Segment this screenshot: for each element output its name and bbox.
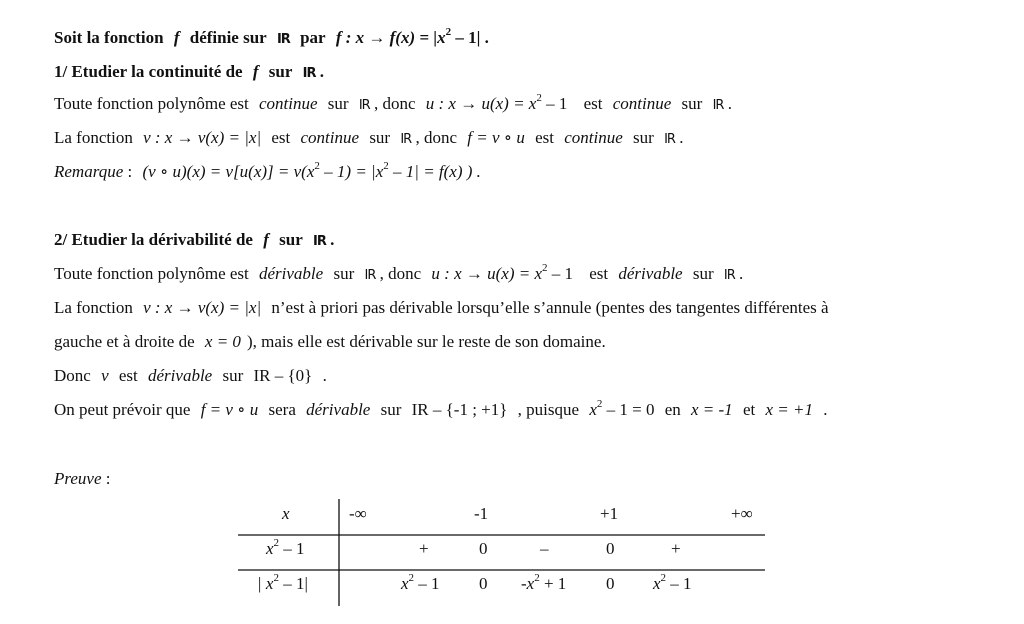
row1-sign-2: –	[540, 539, 549, 558]
remark-label: Remarque	[54, 162, 124, 181]
x-equals-zero: x = 0	[204, 332, 241, 351]
term-derivable: dérivable	[259, 264, 324, 283]
heading-text-2: sur	[279, 230, 303, 249]
row2-zero-1: 0	[479, 574, 488, 593]
row1-zero-1: 0	[479, 539, 488, 558]
domain-set: IR – {0}	[253, 366, 313, 385]
text: sera	[268, 400, 296, 419]
intro-text: Soit la fonction	[54, 28, 164, 47]
reals-symbol: IR	[364, 268, 376, 283]
term-continue: continue	[564, 128, 623, 147]
text: sur	[692, 264, 714, 283]
reals-symbol: IR	[302, 66, 316, 81]
proof-word: Preuve	[54, 469, 102, 488]
var: -x	[521, 574, 535, 593]
header-plus-infinity: +∞	[731, 504, 753, 523]
text: sur	[681, 94, 703, 113]
term-derivable: dérivable	[306, 400, 371, 419]
text: est	[118, 366, 138, 385]
text: est	[271, 128, 291, 147]
exponent: 2	[314, 160, 320, 173]
heading-text: 2/ Etudier la dérivabilité de	[54, 230, 253, 249]
term-derivable: dérivable	[618, 264, 683, 283]
row2-zero-2: 0	[606, 574, 615, 593]
intro-text-3: par	[300, 28, 326, 47]
row1-tail: – 1	[279, 539, 305, 558]
reals-symbol: IR	[723, 268, 735, 283]
exponent: 2	[383, 160, 389, 173]
text: , donc	[415, 128, 458, 147]
text: sur	[333, 264, 355, 283]
function-symbol: f	[252, 62, 259, 81]
exponent: 2	[445, 26, 452, 39]
header-minus-infinity: -∞	[349, 504, 367, 523]
row1-sign-3: +	[671, 539, 681, 558]
equation: x	[589, 400, 597, 419]
header-minus-one: -1	[474, 504, 489, 523]
function-symbol: f	[173, 28, 180, 47]
period: .	[319, 62, 324, 81]
term-continue: continue	[300, 128, 360, 147]
term-continue: continue	[612, 94, 672, 113]
text: Donc	[54, 366, 91, 385]
text: , donc	[379, 264, 422, 283]
text: gauche et à droite de	[54, 332, 195, 351]
text: , donc	[373, 94, 416, 113]
var: x	[401, 574, 409, 593]
reals-symbol: IR	[664, 132, 675, 147]
exponent: 2	[408, 572, 415, 585]
text: n’est à priori pas dérivable lorsqu’elle s’annule (pentes des tangentes différentes à	[271, 298, 829, 317]
text: sur	[222, 366, 244, 385]
text: est	[583, 94, 603, 113]
v-definition: v : x → v(x) = |x|	[143, 298, 262, 317]
exponent: 2	[536, 92, 542, 105]
colon: :	[101, 469, 111, 488]
reals-symbol: IR	[400, 132, 412, 147]
text: On peut prévoir que	[54, 400, 191, 419]
heading-text: 1/ Etudier la continuité de	[54, 62, 243, 81]
remark-formula: (v ∘ u)(x) = v[u(x)] = v(x	[142, 162, 315, 181]
text: sur	[633, 128, 654, 147]
text: La fonction	[54, 298, 133, 317]
exponent: 2	[660, 572, 667, 585]
text: La fonction	[54, 128, 133, 147]
text: en	[664, 400, 681, 419]
exponent: 2	[534, 572, 540, 585]
exponent: 2	[596, 398, 603, 411]
row1-zero-2: 0	[606, 539, 615, 558]
term-derivable: dérivable	[148, 366, 213, 385]
exponent: 2	[273, 537, 280, 550]
v-symbol: v	[101, 366, 109, 385]
row2-tail: – 1|	[278, 574, 308, 593]
root-2: x = +1	[765, 400, 813, 419]
text: sur	[380, 400, 402, 419]
row2-expr-2	[521, 574, 566, 594]
remark-formula-tail: – 1| = f(x) ) .	[388, 162, 481, 181]
domain-set: IR – {-1 ; +1}	[411, 400, 508, 419]
row1-var: x	[266, 539, 274, 558]
u-definition-tail: – 1	[541, 94, 568, 113]
colon: :	[123, 162, 133, 181]
tail: – 1	[666, 574, 692, 593]
period: .	[322, 366, 327, 385]
reals-symbol: IR	[712, 98, 724, 113]
row2-label	[257, 574, 308, 594]
var: x	[653, 574, 661, 593]
u-definition: u : x → u(x) = x	[431, 264, 542, 283]
v-definition: v : x → v(x) = |x|	[143, 128, 262, 147]
row1-sign-1: +	[419, 539, 429, 558]
heading-text-2: sur	[268, 62, 293, 81]
term-continue: continue	[259, 94, 318, 113]
period: .	[727, 94, 732, 113]
text: est	[589, 264, 609, 283]
u-definition: u : x → u(x) = x	[425, 94, 537, 113]
remark-formula-2: – 1) = |x	[319, 162, 384, 181]
tail: + 1	[539, 574, 567, 593]
row2-var: | x	[257, 574, 274, 593]
row1-label	[266, 539, 305, 559]
exponent: 2	[273, 572, 279, 585]
u-definition-tail: – 1	[547, 264, 573, 283]
header-x: x	[282, 504, 290, 523]
text: ), mais elle est dérivable sur le reste de son domaine.	[246, 332, 606, 351]
text: Toute fonction polynôme est	[54, 94, 249, 113]
header-plus-one: +1	[600, 504, 619, 523]
reals-symbol: IR	[276, 32, 290, 47]
intro-text-2: définie sur	[189, 28, 267, 47]
period: .	[330, 230, 335, 249]
text: Toute fonction polynôme est	[54, 264, 249, 283]
period: .	[823, 400, 828, 419]
period: .	[739, 264, 744, 283]
period: .	[679, 128, 684, 147]
row2-expr-3	[653, 574, 692, 594]
text: est	[535, 128, 554, 147]
text: sur	[327, 94, 349, 113]
reals-symbol: IR	[358, 98, 370, 113]
tail: – 1	[414, 574, 440, 593]
composition: f = v ∘ u	[467, 128, 525, 147]
function-symbol: f	[263, 230, 269, 249]
composition: f = v ∘ u	[200, 400, 259, 419]
row2-expr-1	[401, 574, 440, 594]
text: et	[742, 400, 756, 419]
root-1: x = -1	[691, 400, 733, 419]
reals-symbol: IR	[313, 234, 326, 249]
text: sur	[369, 128, 391, 147]
function-definition: f : x → f(x) = |x	[335, 28, 446, 47]
equation-tail: – 1 = 0	[602, 400, 655, 419]
text: , puisque	[517, 400, 580, 419]
function-definition-tail: – 1| .	[451, 28, 489, 47]
exponent: 2	[542, 262, 548, 275]
